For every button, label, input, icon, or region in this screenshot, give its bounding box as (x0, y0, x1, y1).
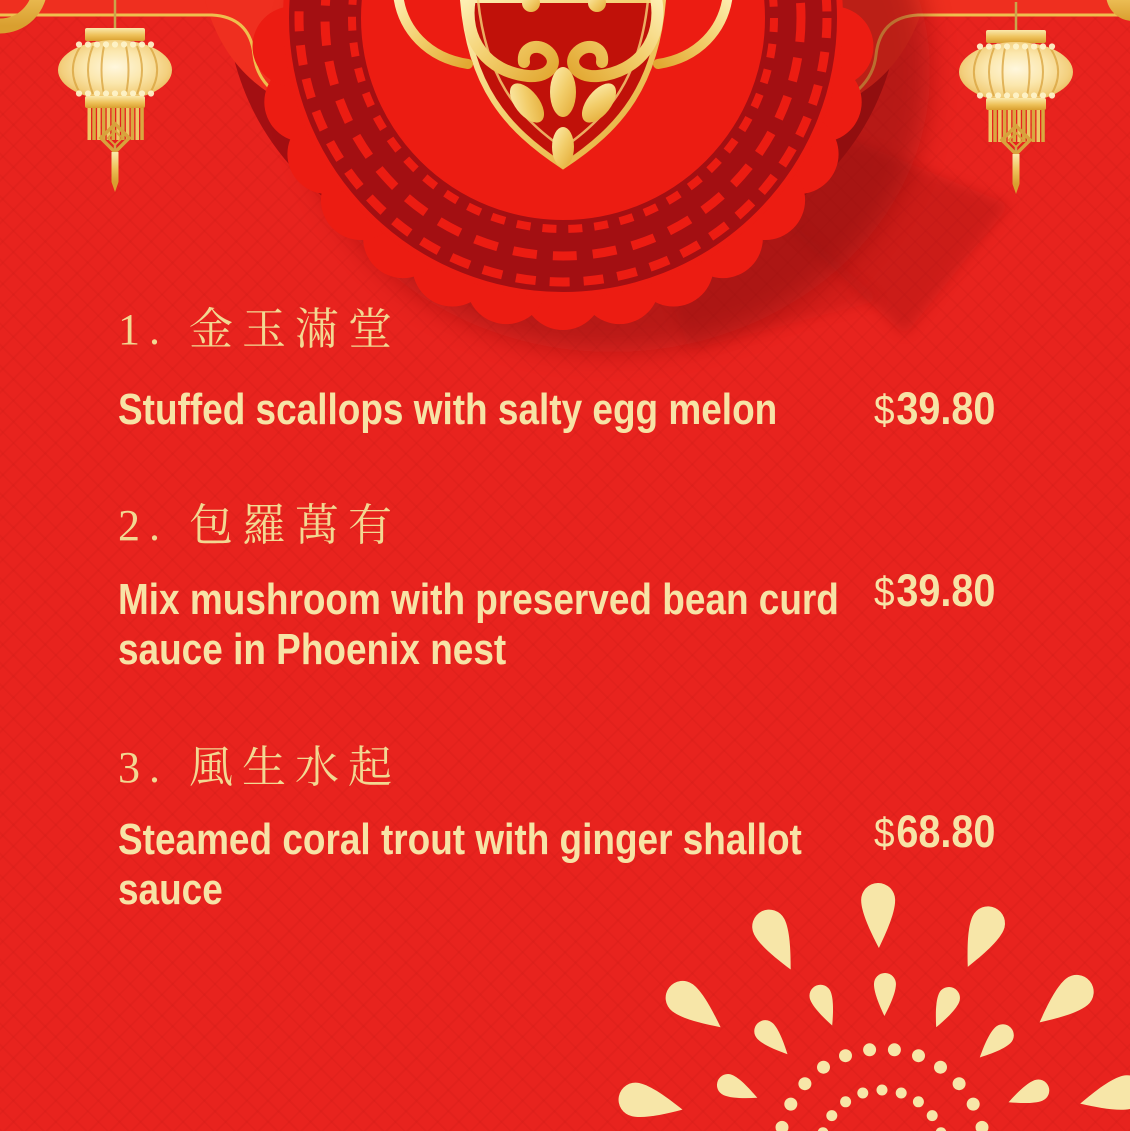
item-name-en: Stuffed scallops with salty egg melon (118, 385, 778, 434)
item-title-zh: 2. 包羅萬有 (118, 501, 401, 550)
item-price (874, 383, 995, 435)
item-price (874, 565, 995, 617)
price-amount: 39.80 (896, 383, 996, 434)
item-price (874, 806, 995, 858)
price-amount: 39.80 (896, 565, 996, 616)
item-name-en: Mix mushroom with preserved bean curd sauce in Phoenix nest (118, 575, 839, 675)
item-title-zh: 3. 風生水起 (118, 743, 401, 792)
currency-symbol: $ (874, 386, 895, 433)
currency-symbol: $ (874, 568, 895, 615)
currency-symbol: $ (874, 809, 895, 856)
price-amount: 68.80 (896, 806, 996, 857)
item-name-en: Steamed coral trout with ginger shallot sauce (118, 815, 802, 915)
item-title-zh: 1. 金玉滿堂 (118, 305, 401, 354)
